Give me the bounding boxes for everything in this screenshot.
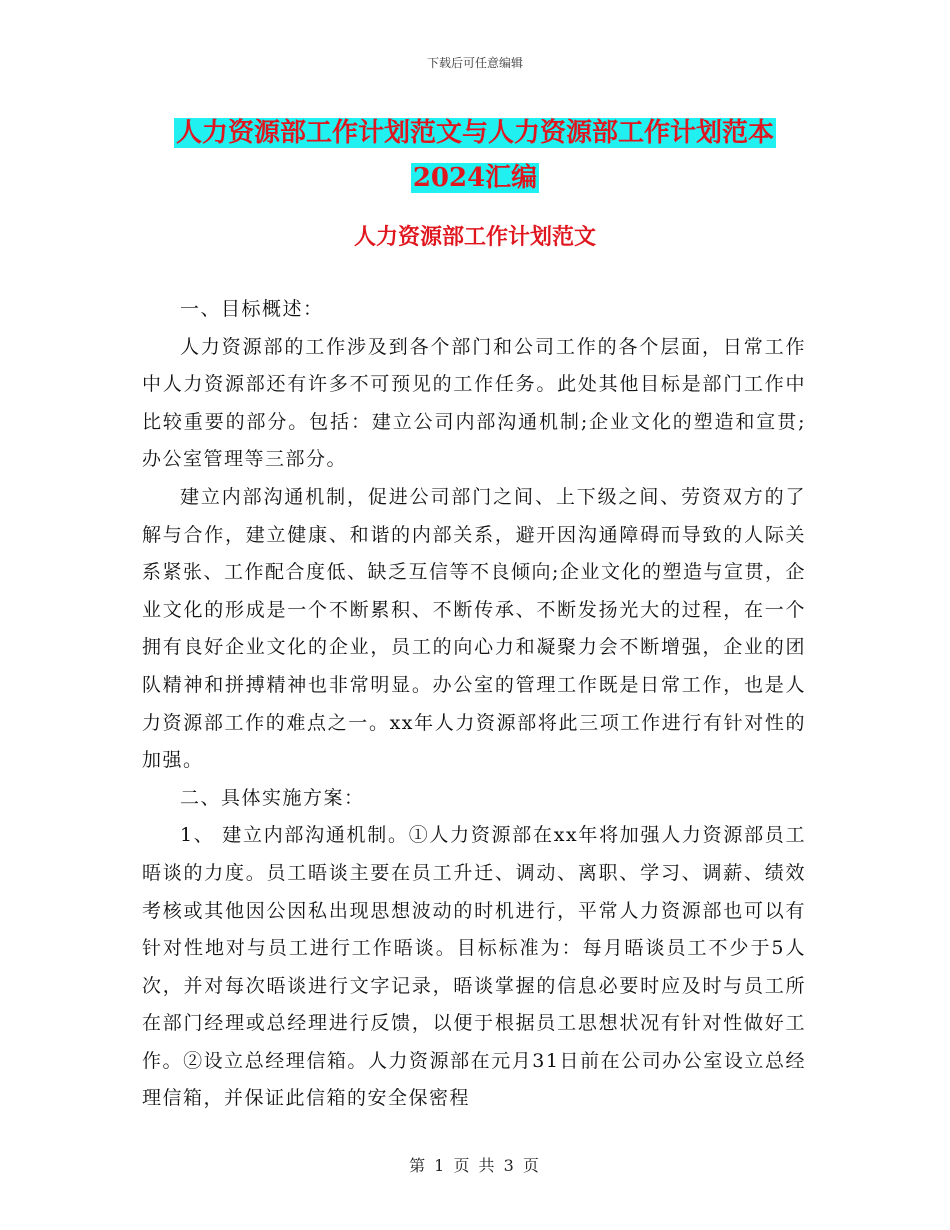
document-title-line2 (0, 155, 950, 202)
paragraph: 1、 建立内部沟通机制。①人力资源部在xx年将加强人力资源部员工晤谈的力度。员工晤谈主要在员工升迁、调动、离职、学习、调薪、绩效考核或其他因公因私出现思想波动的时机进行，平常人力资源部也可以有针对性地对与员工进行工作晤谈。目标标准为：每月晤谈员工不少于5人次，并对每次晤谈进行文字记录，晤谈掌握的信息必要时应及时与员工所在部门经理或总经理进行反馈，以便于根据员工思想状况有针对性做好工作。②设立总经理信箱。人力资源部在元月31日前在公司办公室设立总经理信箱，并保证此信箱的安全保密程 (142, 824, 806, 1110)
paragraph: 人力资源部的工作涉及到各个部门和公司工作的各个层面，日常工作中人力资源部还有许多不可预见的工作任务。此处其他目标是部门工作中比较重要的部分。包括：建立公司内部沟通机制;企业文化的塑造和宣贯;办公室管理等三部分。 (142, 335, 806, 471)
paragraph: 建立内部沟通机制，促进公司部门之间、上下级之间、劳资双方的了解与合作，建立健康、和谐的内部关系，避开因沟通障碍而导致的人际关系紧张、工作配合度低、缺乏互信等不良倾向;企业文化的塑造与宣贯，企业文化的形成是一个不断累积、不断传承、不断发扬光大的过程，在一个拥有良好企业文化的企业，员工的向心力和凝聚力会不断增强，企业的团队精神和拼搏精神也非常明显。办公室的管理工作既是日常工作，也是人力资源部工作的难点之一。xx年人力资源部将此三项工作进行有针对性的加强。 (142, 485, 806, 772)
heading-plan: 二、具体实施方案： (180, 786, 365, 809)
heading-goals: 一、目标概述： (180, 298, 324, 320)
section-title: 人力资源部工作计划范文 (353, 224, 596, 250)
document-title-text: 人力资源部工作计划范文与人力资源部工作计划范本 (175, 118, 774, 148)
document-title-year: 2024汇编 (412, 163, 538, 193)
document-body (142, 291, 806, 1118)
header-note: 下载后可任意编辑 (426, 56, 523, 70)
page-number: 第 1 页 共 3 页 (409, 1156, 541, 1175)
document-title-line1 (0, 110, 950, 157)
